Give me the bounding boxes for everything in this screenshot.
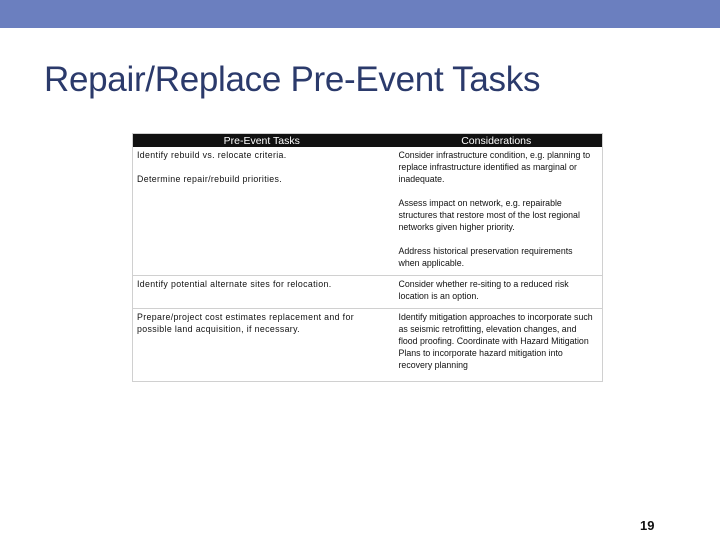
consideration-cell (391, 276, 603, 309)
header-pre-event-tasks: Pre-Event Tasks (133, 134, 391, 148)
consideration-cell (391, 309, 603, 382)
header-considerations: Considerations (391, 134, 603, 148)
task-text: Determine repair/rebuild priorities. (137, 174, 283, 184)
task-text: Identify potential alternate sites for relocation. (137, 279, 332, 289)
table-header-row (133, 134, 603, 148)
consideration-cell (391, 147, 603, 276)
consideration-text: Assess impact on network, e.g. repairable structures that restore most of the lost regional networks given higher priority. (398, 198, 580, 232)
task-text: Prepare/project cost estimates replacement and for possible land acquisition, if necessary. (137, 312, 354, 334)
consideration-text: Consider infrastructure condition, e.g. planning to replace infrastructure identified as marginal or inadequate. (398, 150, 591, 184)
task-cell (133, 147, 391, 276)
page-number: 19 (640, 518, 655, 533)
slide-title: Repair/Replace Pre-Event Tasks (44, 60, 541, 99)
top-accent-bar (0, 0, 720, 28)
consideration-text: Identify mitigation approaches to incorporate such as seismic retrofitting, elevation changes, and flood proofing. Coordinate with Hazard Mitigation Plans to incorporate hazard mitigation into recovery planning (398, 312, 593, 370)
table-row (133, 276, 603, 309)
task-cell (133, 276, 391, 309)
consideration-text: Address historical preservation requirements when applicable. (398, 246, 573, 268)
table-row (133, 147, 603, 276)
pre-event-tasks-table (132, 133, 603, 382)
table-row (133, 309, 603, 382)
consideration-text: Consider whether re-siting to a reduced risk location is an option. (398, 279, 569, 301)
task-text: Identify rebuild vs. relocate criteria. (137, 150, 287, 160)
task-cell (133, 309, 391, 382)
